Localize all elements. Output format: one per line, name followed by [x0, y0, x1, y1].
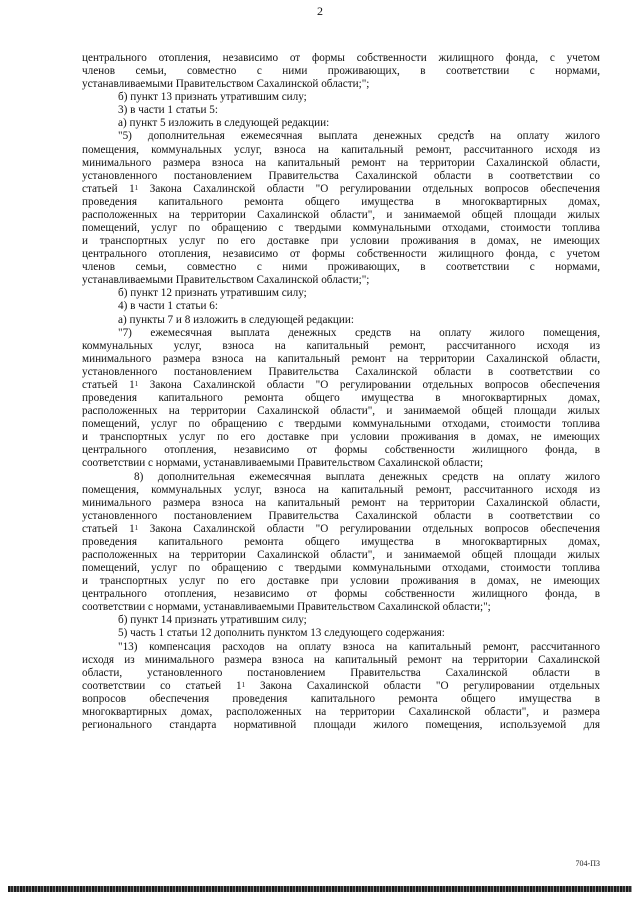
- text-line: [82, 170, 600, 183]
- text-line-part: установленного постановлением Правительства Сахалинской области в соответствии со: [82, 169, 600, 182]
- text-line-part: проведения капитального ремонта общего имущества в многоквартирных домах,: [82, 195, 600, 208]
- text-line: [82, 104, 600, 117]
- text-line-part: б) пункт 14 признать утратившим силу;: [118, 614, 307, 627]
- text-line: [82, 78, 600, 91]
- text-line-part: помещений, услуг по обращению с твердыми коммунальными отходами, стоимости топлива: [82, 222, 600, 235]
- text-line-part: устанавливаемыми Правительством Сахалинской области;";: [82, 274, 370, 287]
- text-line-part: расположенных на территории Сахалинской области", и занимаемой общей площади жилых: [82, 405, 600, 418]
- text-line-part: помещения, коммунальных услуг, взноса на капитальный ремонт, рассчитанного исходя из: [82, 483, 600, 496]
- text-line-part: центрального отопления, независимо от формы собственности жилищного фонда, с учетом: [82, 248, 600, 261]
- text-line-part: проведения капитального ремонта общего имущества в многоквартирных домах,: [82, 392, 600, 405]
- text-line: [82, 366, 600, 379]
- text-line-part: "7) ежемесячная выплата денежных средств на оплату жилого помещения,: [118, 326, 600, 339]
- superscript: 1: [134, 523, 139, 532]
- text-line: [82, 52, 600, 65]
- text-line-part: расположенных на территории Сахалинской области", и занимаемой общей площади жилых: [82, 208, 600, 221]
- text-line: [82, 484, 600, 497]
- text-line-part: а) пункт 5 изложить в следующей редакции:: [118, 117, 330, 130]
- text-line-part: центрального отопления, независимо от формы собственности жилищного фонда, с учетом: [82, 52, 600, 64]
- text-line: [82, 680, 600, 693]
- text-line-part: регионального стандарта нормативной площади жилого помещения, используемой для: [82, 718, 600, 731]
- text-line-part: расположенных на территории Сахалинской области", и занимаемой общей площади жилых: [82, 548, 600, 561]
- text-line-part: центрального отопления, независимо от формы собственности жилищного фонда, в: [82, 588, 600, 601]
- text-line-part: помещения, коммунальных услуг, взноса на капитальный ремонт, рассчитанного исходя из: [82, 143, 600, 156]
- text-line-part: устанавливаемыми Правительством Сахалинской области;";: [82, 78, 370, 91]
- text-line: [82, 91, 600, 104]
- text-line-part: и транспортных услуг по его доставке при условии проживания в домах, не имеющих: [82, 575, 600, 588]
- page-number: 2: [317, 4, 323, 18]
- text-line-part: соответствии с нормами, устанавливаемыми Правительством Сахалинской области;: [82, 457, 484, 470]
- text-line: [82, 405, 600, 418]
- text-line: [82, 627, 600, 640]
- text-line: [82, 614, 600, 627]
- text-line: [82, 523, 600, 536]
- superscript: 1: [134, 379, 139, 388]
- text-line-part: помещений, услуг по обращению с твердыми коммунальными отходами, стоимости топлива: [82, 562, 600, 575]
- text-line: [82, 471, 600, 484]
- text-line-part: установленного постановлением Правительства Сахалинской области в соответствии со: [82, 509, 600, 522]
- text-line: [82, 654, 600, 667]
- text-line-part: Закона Сахалинской области "О регулировании отдельных: [245, 679, 600, 692]
- text-line: [82, 719, 600, 732]
- text-line-part: а) пункты 7 и 8 изложить в следующей редакции:: [118, 313, 354, 326]
- text-line-part: б) пункт 13 признать утратившим силу;: [118, 91, 307, 104]
- text-line: [82, 536, 600, 549]
- text-line-part: минимального размера взноса на капитальный ремонт на территории Сахалинской области,: [82, 352, 600, 365]
- text-line-part: соответствии со статьей 1: [82, 679, 242, 692]
- text-line-part: статьей 1: [82, 522, 135, 535]
- text-line-part: минимального размера взноса на капитальный ремонт на территории Сахалинской области,: [82, 156, 600, 169]
- text-line-part: Закона Сахалинской области "О регулировании отдельных вопросов обеспечения: [138, 182, 600, 195]
- text-line-part: "13) компенсация расходов на оплату взноса на капитальный ремонт, рассчитанного: [118, 640, 600, 653]
- text-line-part: центрального отопления, независимо от формы собственности жилищного фонда, в: [82, 444, 600, 457]
- text-line: [82, 601, 600, 614]
- text-line: [82, 431, 600, 444]
- text-line-part: коммунальных услуг, взноса на капитальный ремонт, рассчитанного исходя из: [82, 339, 600, 352]
- text-line-part: установленного постановлением Правительства Сахалинской области в соответствии со: [82, 365, 600, 378]
- text-line: [82, 274, 600, 287]
- text-line: [82, 235, 600, 248]
- text-line-part: Закона Сахалинской области "О регулировании отдельных вопросов обеспечения: [138, 522, 600, 535]
- text-line: [82, 117, 600, 130]
- text-line: [82, 562, 600, 575]
- text-line: [82, 379, 600, 392]
- text-line-part: вопросов обеспечения проведения капитального ремонта общего имущества в: [82, 692, 600, 705]
- text-line: [82, 248, 600, 261]
- text-line: [82, 196, 600, 209]
- text-line: [82, 588, 600, 601]
- text-line-part: статьей 1: [82, 378, 135, 391]
- text-line: [82, 261, 600, 274]
- text-line: [82, 418, 600, 431]
- text-line-part: статьей 1: [82, 182, 135, 195]
- superscript: 1: [134, 183, 139, 192]
- text-line: [82, 497, 600, 510]
- text-line-part: проведения капитального ремонта общего имущества в многоквартирных домах,: [82, 535, 600, 548]
- text-line: [82, 300, 600, 313]
- text-line: [82, 457, 600, 470]
- text-line: [82, 641, 600, 654]
- superscript: 1: [241, 680, 246, 689]
- text-line: [82, 209, 600, 222]
- text-line: [82, 444, 600, 457]
- text-line-part: "5) дополнительная ежемесячная выплата денежных средств на оплату жилого: [118, 130, 600, 143]
- text-line: [82, 144, 600, 157]
- text-line: [82, 183, 600, 196]
- text-line-part: 8) дополнительная ежемесячная выплата денежных средств на оплату жилого: [134, 470, 600, 483]
- text-line-part: 3) в части 1 статьи 5:: [118, 104, 218, 117]
- text-line: [82, 667, 600, 680]
- text-line: [82, 314, 600, 327]
- text-line: [82, 327, 600, 340]
- text-line: [82, 130, 600, 143]
- text-line-part: минимального размера взноса на капитальный ремонт на территории Сахалинской области,: [82, 496, 600, 509]
- text-line-part: б) пункт 12 признать утратившим силу;: [118, 287, 307, 300]
- text-line: [82, 575, 600, 588]
- text-line: [82, 693, 600, 706]
- text-line: [82, 222, 600, 235]
- scan-edge-artifact: [8, 886, 632, 892]
- document-body: [82, 52, 600, 732]
- text-line: [82, 287, 600, 300]
- text-line-part: 5) часть 1 статьи 12 дополнить пунктом 13 следующего содержания:: [118, 627, 445, 640]
- text-line: [82, 510, 600, 523]
- text-line-part: соответствии с нормами, устанавливаемыми Правительством Сахалинской области;";: [82, 601, 491, 614]
- text-line-part: и транспортных услуг по его доставке при условии проживания в домах, не имеющих: [82, 235, 600, 248]
- text-line-part: членов семьи, совместно с ними проживающих, в соответствии с нормами,: [82, 65, 600, 78]
- text-line-part: и транспортных услуг по его доставке при условии проживания в домах, не имеющих: [82, 431, 600, 444]
- text-line-part: помещений, услуг по обращению с твердыми коммунальными отходами, стоимости топлива: [82, 418, 600, 431]
- document-code: 704-ПЗ: [575, 859, 600, 868]
- text-line: [82, 340, 600, 353]
- text-line: [82, 157, 600, 170]
- text-line-part: 4) в части 1 статьи 6:: [118, 300, 218, 313]
- text-line: [82, 65, 600, 78]
- text-line: [82, 392, 600, 405]
- text-line: [82, 549, 600, 562]
- text-line-part: исходя из минимального размера взноса на капитальный ремонт на территории Сахалинской: [82, 653, 600, 666]
- text-line-part: многоквартирных домах, расположенных на территории Сахалинской области", и размера: [82, 705, 600, 718]
- text-line-part: области, установленного постановлением Правительства Сахалинской области в: [82, 666, 600, 679]
- text-line: [82, 353, 600, 366]
- text-line: [82, 706, 600, 719]
- text-line-part: Закона Сахалинской области "О регулировании отдельных вопросов обеспечения: [138, 378, 600, 391]
- text-line-part: членов семьи, совместно с ними проживающих, в соответствии с нормами,: [82, 261, 600, 274]
